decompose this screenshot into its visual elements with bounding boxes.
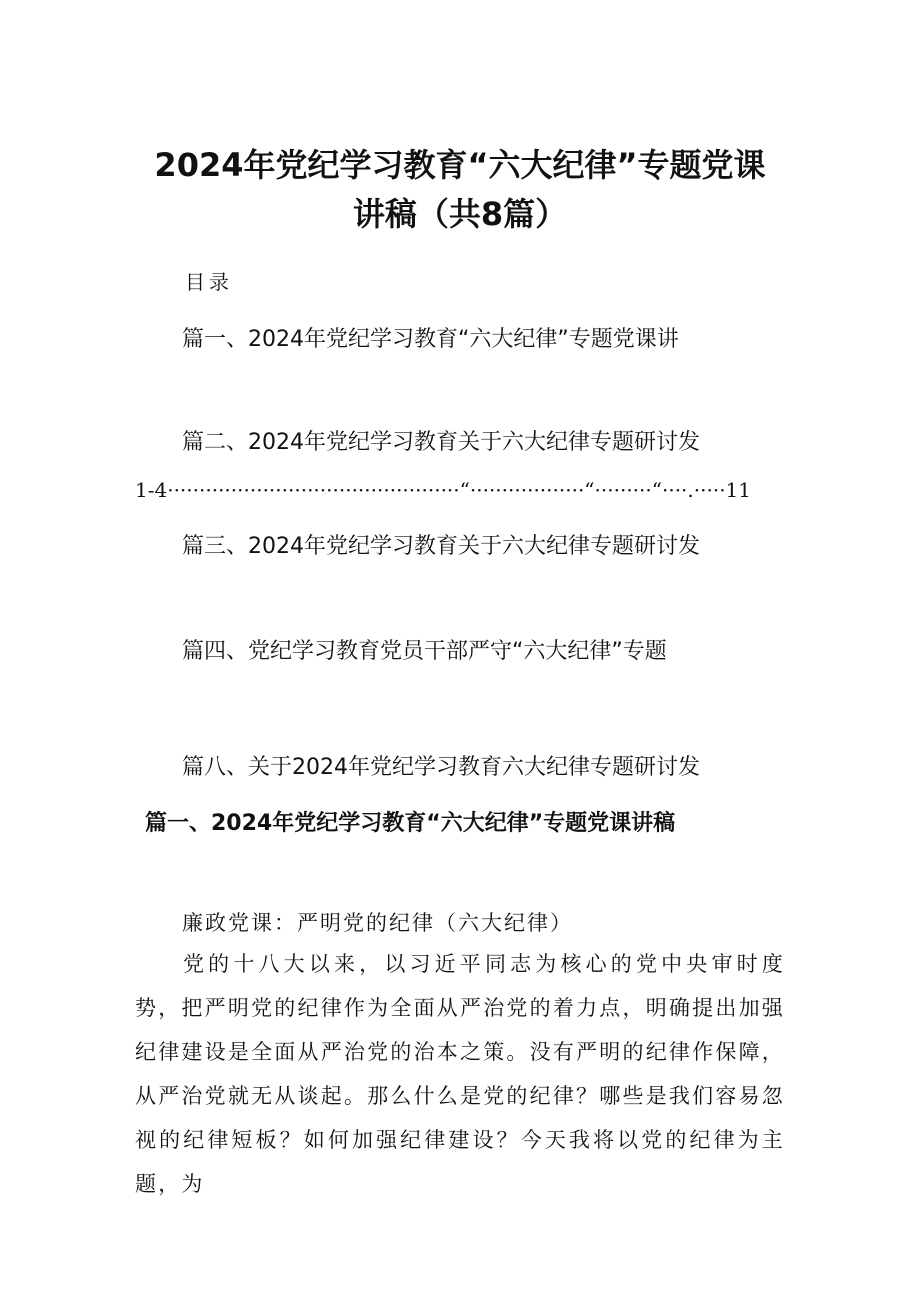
toc-entry-2[interactable]: 篇二、2024年党纪学习教育关于六大纪律专题研讨发 [182, 430, 700, 455]
toc-dot-leader: 1-4··············································“··················“·········“····.·····11 [135, 478, 751, 502]
lecture-subtitle: 廉政党课：严明党的纪律（六大纪律） [182, 911, 573, 935]
toc-entry-1[interactable]: 篇一、2024年党纪学习教育“六大纪律”专题党课讲 [182, 327, 679, 352]
toc-entry-3[interactable]: 篇三、2024年党纪学习教育关于六大纪律专题研讨发 [182, 534, 700, 559]
body-paragraph: 党的十八大以来，以习近平同志为核心的党中央审时度势，把严明党的纪律作为全面从严治党的着力点，明确提出加强纪律建设是全面从严治党的治本之策。没有严明的纪律作保障，从严治党就无从谈起。那么什么是党的纪律？哪些是我们容易忽视的纪律短板？如何加强纪律建设？今天我将以党的纪律为主题，为 [135, 952, 785, 1196]
document-title-line-2: 讲稿（共8篇） [352, 195, 568, 233]
toc-entry-8[interactable]: 篇八、关于2024年党纪学习教育六大纪律专题研讨发 [182, 755, 700, 780]
toc-label: 目录 [185, 270, 233, 294]
toc-entry-4[interactable]: 篇四、党纪学习教育党员干部严守“六大纪律”专题 [182, 639, 667, 664]
section-heading: 篇一、2024年党纪学习教育“六大纪律”专题党课讲稿 [145, 811, 676, 836]
document-title-line-1: 2024年党纪学习教育“六大纪律”专题党课 [154, 146, 766, 184]
